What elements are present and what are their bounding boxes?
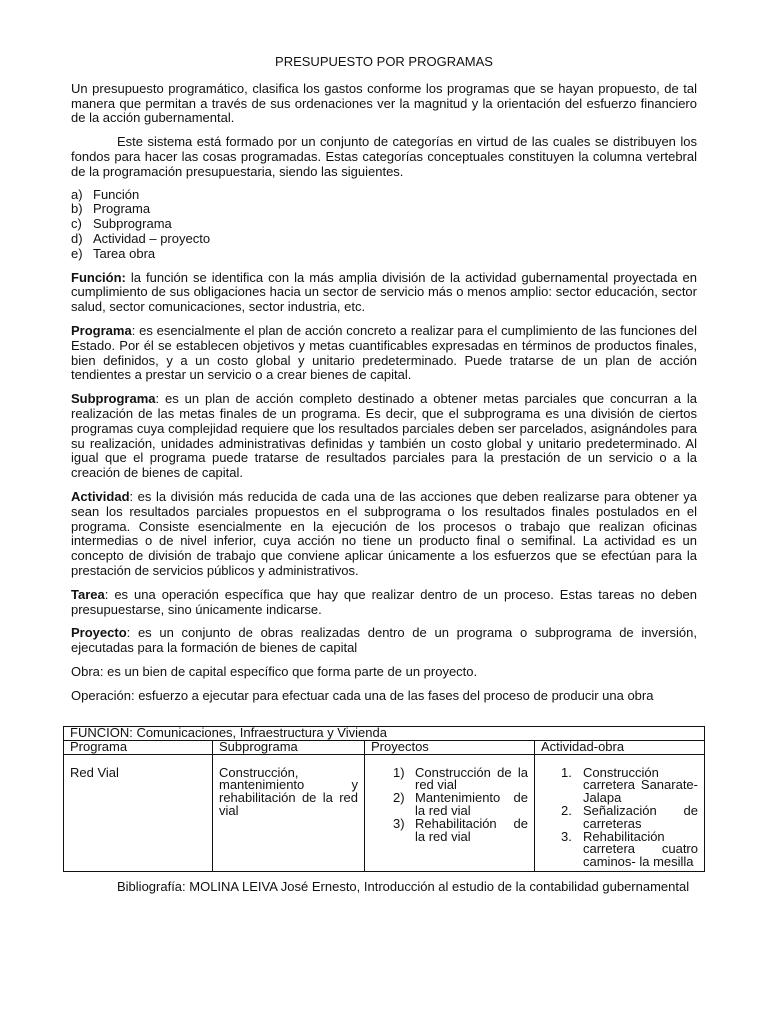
col-header-subprograma: Subprograma [213,740,365,754]
bibliography: Bibliografía: MOLINA LEIVA José Ernesto, Introducción al estudio de la contabilidad gubernamental [117,879,690,894]
intro-paragraph: Un presupuesto programático, clasifica los gastos conforme los programas que se hayan propuesto, de tal manera que permitan a través de sus ordenaciones ver la magnitud y la orientación del esfuerzo financiero de la acción gubernamental. [71,80,697,126]
list-item: c) Subprograma [71,216,172,232]
col-header-programa: Programa [64,740,213,754]
def-subprograma: Subprograma: es un plan de acción completo destinado a obtener metas parciales que concurran a la realización de las metas finales de un programa. Es decir, que el subprograma es una división de ciertos programas cuya complejidad requiere que los resultados parciales deben ser parcelados, asignándoles para su realización, unidades administrativas definidas y también un costo global y unitario predeterminado. Al igual que el programa puede tratarse de resultados parciales para la prestación de un servicio o a la creación de bienes de capital. [71,391,697,481]
list-item: 3. Rehabilitación carretera cuatro caminos- la mesilla [561,828,698,870]
def-obra: Obra: es un bien de capital específico que forma parte de un proyecto. [71,663,478,679]
category-list [71,188,697,262]
system-paragraph: Este sistema está formado por un conjunto de categorías en virtud de las cuales se distribuyen los fondos para hacer las cosas programadas. Estas categorías conceptuales constituyen la columna vertebral de la programación presupuestaria, siendo las siguientes. [71,134,697,179]
def-proyecto: Proyecto: es un conjunto de obras realizadas dentro de un programa o subprograma de inversión, ejecutadas para la formación de bienes de capital [71,625,697,656]
page-title: PRESUPUESTO POR PROGRAMAS [275,54,493,69]
list-item: b) Programa [71,201,151,217]
document-body [71,55,697,703]
def-funcion: Función: la función se identifica con la más amplia división de la actividad gubernamental proyectada en cumplimiento de sus obligaciones hacia un sector de servicio más o menos amplio: sector educación, sector salud, sector comunicaciones, sector industria, etc. [71,269,697,315]
def-operacion: Operación: esfuerzo a ejecutar para efectuar cada una de las fases del proceso de producir una obra [71,687,654,703]
list-item: 2) Mantenimiento de la red vial [393,790,528,818]
list-item: a) Función [71,186,140,202]
col-header-proyectos: Proyectos [365,740,535,754]
cell-proyectos [365,754,535,871]
table-row [64,754,705,871]
list-item: 1. Construcción carretera Sanarate-Jalapa [561,764,698,806]
col-header-actividad: Actividad-obra [535,740,705,754]
def-actividad: Actividad: es la división más reducida de cada una de las acciones que deben realizarse para obtener ya sean los resultados parciales propuestos en el subprograma o los resultados finales postulados en el programa. Consiste esencialmente en la ejecución de los procesos o trabajo que realizan oficinas intermedias o de nivel inferior, cuya acción no tiene un producto final o semifinal. La actividad es un concepto de división de trabajo que conviene aplicar únicamente a los esfuerzos que se efectúan para la prestación de servicios públicos y administrativos. [71,488,697,578]
cell-actividades [535,754,705,871]
table-heading: FUNCION: Comunicaciones, Infraestructura y Vivienda [64,727,705,741]
list-item: 3) Rehabilitación de la red vial [393,815,528,844]
cell-programa: Red Vial [64,754,213,871]
cell-subprograma: Construcción, mantenimiento y rehabilitación de la red vial [213,754,365,871]
list-item: 2. Señalización de carreteras [561,802,698,831]
def-tarea: Tarea: es una operación específica que hay que realizar dentro de un proceso. Estas tareas no deben presupuestarse, sino únicamente indicarse. [71,586,697,617]
def-programa: Programa: es esencialmente el plan de acción concreto a realizar para el cumplimiento de las funciones del Estado. Por él se establecen objetivos y metas cuantificables expresadas en términos de productos finales, bien definidos, y a un costo global y unitario predeterminado. Puede tratarse de un plan de acción tendientes a prestar un servicio o a crear bienes de capital. [71,322,697,383]
list-item: 1) Construcción de la red vial [393,764,528,793]
list-item: e) Tarea obra [71,245,156,261]
list-item: d) Actividad – proyecto [71,230,211,246]
function-table [63,726,705,872]
